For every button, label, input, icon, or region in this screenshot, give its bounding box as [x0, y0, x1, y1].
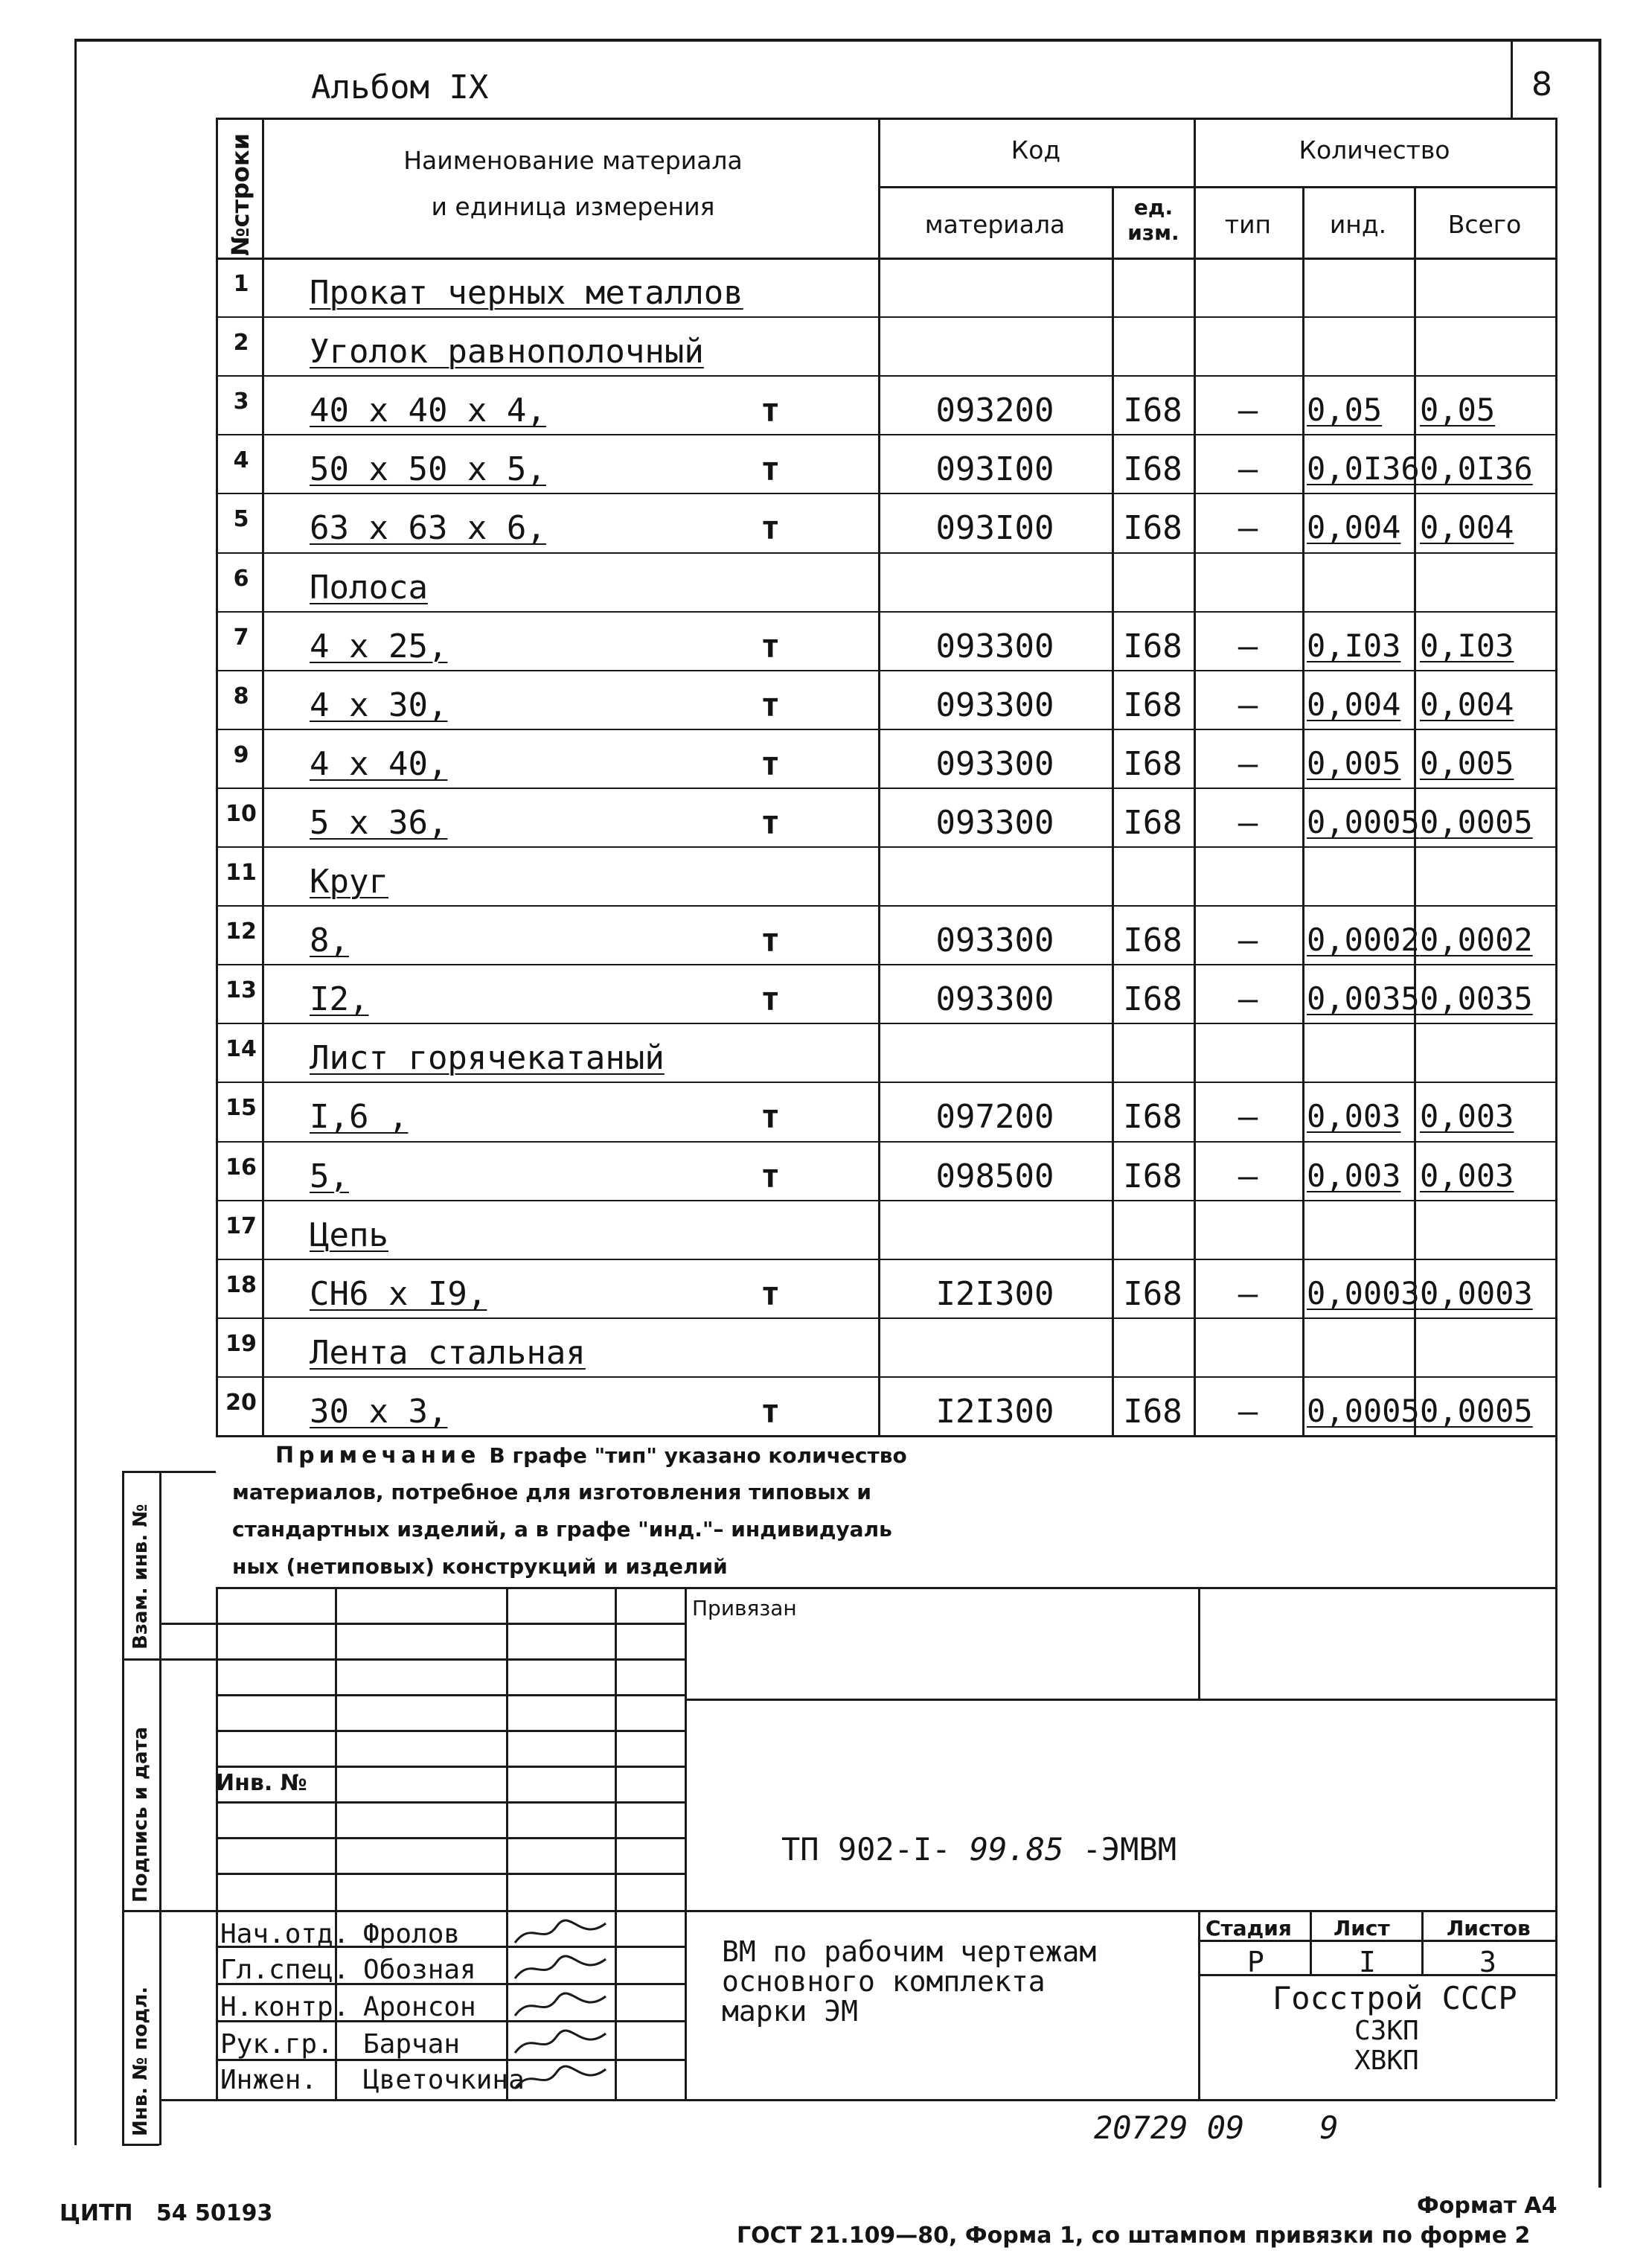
row-separator: [216, 611, 1555, 613]
doc-title-2: основного комплекта: [722, 1965, 1046, 1998]
album-label: Альбом IX: [311, 68, 489, 106]
sheets-value: 3: [1479, 1946, 1496, 1978]
signature-name: Фролов: [363, 1919, 461, 1949]
tb-line-privyazan-bottom: [685, 1699, 1555, 1701]
row-separator: [216, 493, 1555, 494]
margin-div-1: [122, 1658, 159, 1661]
signature-name: Аронсон: [363, 1992, 476, 2022]
row-separator: [216, 1376, 1555, 1378]
signature-name: Обозная: [363, 1955, 476, 1985]
stage-label: Стадия: [1206, 1916, 1292, 1940]
col-header-name-2: и единица измерения: [431, 192, 715, 221]
sheet-frame-left: [74, 39, 77, 2145]
row-ucode: I68: [1123, 1392, 1182, 1431]
row-n: 5: [233, 506, 249, 533]
tb-grid-h2: [159, 1658, 685, 1661]
row-name: Круг: [310, 863, 388, 901]
row-code: 093300: [935, 627, 1054, 665]
row-ucode: I68: [1123, 921, 1182, 960]
row-name: 4 x 30,: [310, 686, 448, 724]
row-total: 0,0003: [1420, 1274, 1533, 1312]
margin-div-2: [122, 1910, 159, 1912]
row-n: 8: [233, 683, 249, 709]
row-type: –: [1238, 921, 1258, 960]
note-line2: материалов, потребное для изготовления типовых и: [232, 1480, 871, 1504]
col-header-qty-total: Всего: [1447, 210, 1522, 239]
row-n: 6: [233, 565, 249, 592]
side-label-inv-podl: Инв. № подл.: [129, 1986, 152, 2136]
row-n: 9: [233, 741, 249, 768]
signature-scribble: [509, 2026, 613, 2064]
table-right-border: [1555, 118, 1557, 1435]
row-separator: [216, 846, 1555, 848]
side-label-vzam: Взам. инв. №: [129, 1504, 152, 1649]
row-name: Лента стальная: [310, 1333, 586, 1372]
row-n: 19: [225, 1330, 257, 1357]
row-ind: 0,004: [1307, 509, 1401, 546]
row-name: Полоса: [310, 568, 428, 607]
row-unit: т: [761, 1157, 781, 1195]
row-code: 093I00: [935, 450, 1054, 489]
row-code: 093300: [935, 686, 1054, 724]
row-code: 098500: [935, 1157, 1054, 1195]
row-name: 4 x 25,: [310, 627, 448, 665]
row-name: Лист горячекатаный: [310, 1039, 665, 1078]
designation: [781, 1831, 1176, 1868]
row-n: 20: [225, 1389, 257, 1416]
row-total: 0,0I36: [1420, 450, 1533, 488]
gost-label: ГОСТ 21.109—80, Форма 1, со штампом привязки по форме 2: [737, 2223, 1531, 2249]
sheet-number: 8: [1531, 66, 1552, 103]
sheets-label: Листов: [1447, 1916, 1531, 1940]
col-header-rownum: №строки: [226, 132, 254, 256]
row-n: 1: [233, 271, 249, 297]
designation-suffix: -ЭМВМ: [1082, 1831, 1177, 1868]
table-top-border: [216, 118, 1555, 120]
doc-title-1: ВМ по рабочим чертежам: [722, 1935, 1097, 1968]
row-total: 0,005: [1420, 744, 1514, 782]
row-ind: 0,003: [1307, 1098, 1401, 1135]
signature-scribble: [509, 1989, 613, 2027]
row-n: 14: [225, 1036, 257, 1063]
row-separator: [216, 375, 1555, 377]
row-separator: [216, 964, 1555, 965]
org-3: ХВКП: [1354, 2045, 1419, 2076]
row-ind: 0,I03: [1307, 627, 1401, 664]
row-n: 16: [225, 1154, 257, 1181]
row-ind: 0,004: [1307, 686, 1401, 723]
row-unit: т: [761, 627, 781, 665]
row-code: 093300: [935, 980, 1054, 1019]
tb-grid-v4: [615, 1587, 617, 2099]
row-ucode: I68: [1123, 980, 1182, 1019]
row-n: 7: [233, 624, 249, 651]
row-name: I,6 ,: [310, 1098, 409, 1137]
row-n: 10: [225, 800, 257, 827]
sheet-label: Лист: [1334, 1916, 1390, 1940]
row-type: –: [1238, 627, 1258, 665]
row-ucode: I68: [1123, 450, 1182, 489]
tb-grid-v6: [1198, 1587, 1200, 1699]
header-bottom-line: [216, 258, 1555, 260]
side-label-podpis: Подпись и дата: [129, 1726, 152, 1903]
tb-line-right-frame: [1555, 1435, 1557, 2099]
signature-role: Инжен.: [220, 2065, 318, 2095]
row-ind: 0,0I36: [1307, 450, 1420, 488]
table-left-border: [216, 118, 218, 1435]
row-name: 8,: [310, 921, 349, 960]
row-name: Прокат черных металлов: [310, 274, 743, 312]
margin-left-line: [122, 1471, 124, 2145]
row-n: 17: [225, 1213, 257, 1239]
row-n: 3: [233, 389, 249, 415]
row-ucode: I68: [1123, 686, 1182, 724]
row-type: –: [1238, 1098, 1258, 1137]
signature-role: Рук.гр.: [220, 2029, 333, 2060]
row-code: I2I300: [935, 1274, 1054, 1313]
row-ucode: I68: [1123, 1274, 1182, 1313]
row-separator: [216, 1200, 1555, 1201]
row-type: –: [1238, 980, 1258, 1019]
row-type: –: [1238, 1157, 1258, 1195]
row-separator: [216, 729, 1555, 730]
row-total: 0,0002: [1420, 921, 1533, 959]
row-total: 0,05: [1420, 392, 1496, 429]
col-header-code-unit: ед. изм.: [1127, 195, 1179, 245]
row-total: 0,003: [1420, 1157, 1514, 1194]
tb-grid-v3: [506, 1587, 508, 2099]
row-ind: 0,005: [1307, 744, 1401, 782]
row-ind: 0,0002: [1307, 921, 1420, 959]
signature-name: Барчан: [363, 2029, 461, 2060]
margin-bottom-line: [122, 2144, 159, 2146]
row-separator: [216, 905, 1555, 907]
row-code: 093300: [935, 803, 1054, 842]
note-line1: В графе "тип" указано количество: [489, 1443, 907, 1468]
row-unit: т: [761, 980, 781, 1019]
row-type: –: [1238, 1392, 1258, 1431]
row-code: I2I300: [935, 1392, 1054, 1431]
tb-stage-v1: [1198, 1910, 1200, 2099]
header-subline-code: [878, 186, 1555, 188]
row-unit: т: [761, 921, 781, 960]
row-ind: 0,05: [1307, 392, 1383, 429]
doc-title-3: марки ЭМ: [722, 1995, 859, 2028]
tb-stage-v2: [1310, 1910, 1312, 1974]
tb-grid-v5: [685, 1587, 687, 2099]
row-separator: [216, 434, 1555, 435]
table-bottom-line: [216, 1435, 1555, 1437]
row-n: 4: [233, 447, 249, 474]
privyazan-label: Привязан: [692, 1596, 797, 1620]
row-type: –: [1238, 450, 1258, 489]
row-type: –: [1238, 392, 1258, 430]
row-total: 0,0005: [1420, 1392, 1533, 1429]
handwritten-number: 20729 09 9: [1094, 2109, 1339, 2146]
row-separator: [216, 1259, 1555, 1260]
row-n: 13: [225, 977, 257, 1004]
row-unit: т: [761, 1098, 781, 1137]
signature-scribble: [509, 2062, 613, 2100]
tb-line-designation-bottom: [685, 1910, 1555, 1912]
margin-top-line: [122, 1471, 216, 1473]
row-total: 0,I03: [1420, 627, 1514, 664]
note-heading-text: Примечание: [275, 1443, 481, 1469]
row-unit: т: [761, 450, 781, 489]
tb-line-top: [216, 1587, 1555, 1589]
tb-grid-h9: [159, 1910, 685, 1912]
row-separator: [216, 552, 1555, 554]
row-n: 18: [225, 1271, 257, 1298]
row-ind: 0,0005: [1307, 1392, 1420, 1429]
row-ind: 0,003: [1307, 1157, 1401, 1194]
row-total: 0,004: [1420, 509, 1514, 546]
row-unit: т: [761, 803, 781, 842]
row-separator: [216, 1317, 1555, 1319]
row-separator: [216, 1141, 1555, 1143]
col-header-qty-type: тип: [1224, 210, 1272, 239]
tb-line-bottom: [159, 2099, 1555, 2101]
row-total: 0,003: [1420, 1098, 1514, 1135]
row-type: –: [1238, 509, 1258, 548]
signature-role: Гл.спец.: [220, 1955, 350, 1985]
row-ucode: I68: [1123, 803, 1182, 842]
stage-value: Р: [1247, 1946, 1264, 1978]
signature-role: Н.контр.: [220, 1992, 350, 2022]
row-unit: т: [761, 392, 781, 430]
row-unit: т: [761, 509, 781, 548]
col-header-qty-ind: инд.: [1329, 210, 1387, 239]
row-code: 093I00: [935, 509, 1054, 548]
sheet-number-divider: [1511, 39, 1513, 118]
row-name: Цепь: [310, 1216, 388, 1254]
note-line4: ных (нетиповых) конструкций и изделий: [232, 1554, 728, 1579]
signature-name: Цветочкина: [363, 2065, 525, 2095]
row-name: 63 x 63 x 6,: [310, 509, 546, 548]
org-2: СЗКП: [1354, 2016, 1419, 2046]
row-ind: 0,0005: [1307, 803, 1420, 840]
row-code: 093200: [935, 392, 1054, 430]
row-name: 4 x 40,: [310, 744, 448, 783]
tb-stage-v3: [1421, 1910, 1424, 1974]
row-n: 11: [225, 860, 257, 886]
margin-right-line: [159, 1471, 161, 2145]
row-unit: т: [761, 744, 781, 783]
row-unit: т: [761, 1274, 781, 1313]
row-name: 40 x 40 x 4,: [310, 392, 546, 430]
row-n: 2: [233, 330, 249, 357]
col-header-code: Код: [1011, 135, 1061, 164]
note-line3: стандартных изделий, а в графе "инд."– индивидуаль: [232, 1517, 892, 1542]
row-ind: 0,0003: [1307, 1274, 1420, 1312]
row-unit: т: [761, 686, 781, 724]
row-ucode: I68: [1123, 1157, 1182, 1195]
row-code: 097200: [935, 1098, 1054, 1137]
row-type: –: [1238, 803, 1258, 842]
row-name: 5 x 36,: [310, 803, 448, 842]
col-line-type: [1302, 186, 1304, 1435]
row-total: 0,004: [1420, 686, 1514, 723]
row-name: Уголок равнополочный: [310, 333, 704, 371]
row-ucode: I68: [1123, 392, 1182, 430]
tb-grid-v1: [216, 1587, 218, 2099]
row-type: –: [1238, 744, 1258, 783]
row-ucode: I68: [1123, 509, 1182, 548]
row-ucode: I68: [1123, 744, 1182, 783]
col-header-code-material: материала: [924, 210, 1066, 239]
row-ucode: I68: [1123, 627, 1182, 665]
signature-scribble: [509, 1916, 613, 1954]
row-name: СН6 x I9,: [310, 1274, 487, 1313]
row-unit: т: [761, 1392, 781, 1431]
footer-left-code: ЦИТП 54 50193: [60, 2200, 273, 2226]
col-header-qty: Количество: [1299, 135, 1450, 164]
row-separator: [216, 1082, 1555, 1083]
row-ind: 0,0035: [1307, 980, 1420, 1018]
format-label: Формат А4: [1417, 2193, 1557, 2219]
inv-no-label: Инв. №: [216, 1770, 307, 1796]
col-line-rownum: [262, 118, 264, 1435]
signature-scribble: [509, 1952, 613, 1990]
row-separator: [216, 316, 1555, 318]
designation-prefix: ТП 902-I-: [781, 1831, 951, 1868]
tb-grid-h1: [159, 1623, 685, 1625]
designation-number: 99.85: [969, 1831, 1064, 1868]
signature-role: Нач.отд.: [220, 1919, 350, 1949]
row-name: 5,: [310, 1157, 349, 1195]
row-total: 0,0005: [1420, 803, 1533, 840]
row-n: 12: [225, 919, 257, 945]
col-header-name-1: Наименование материала: [403, 146, 743, 175]
row-name: I2,: [310, 980, 369, 1019]
org-1: Госстрой СССР: [1272, 1980, 1517, 2016]
row-total: 0,0035: [1420, 980, 1533, 1018]
row-separator: [216, 1023, 1555, 1024]
row-code: 093300: [935, 921, 1054, 960]
row-type: –: [1238, 1274, 1258, 1313]
row-code: 093300: [935, 744, 1054, 783]
row-n: 15: [225, 1095, 257, 1122]
row-name: 50 x 50 x 5,: [310, 450, 546, 489]
row-ucode: I68: [1123, 1098, 1182, 1137]
row-separator: [216, 788, 1555, 789]
row-name: 30 x 3,: [310, 1392, 448, 1431]
sheet-value: I: [1359, 1946, 1376, 1978]
row-type: –: [1238, 686, 1258, 724]
row-separator: [216, 670, 1555, 671]
note-heading: [275, 1443, 907, 1469]
